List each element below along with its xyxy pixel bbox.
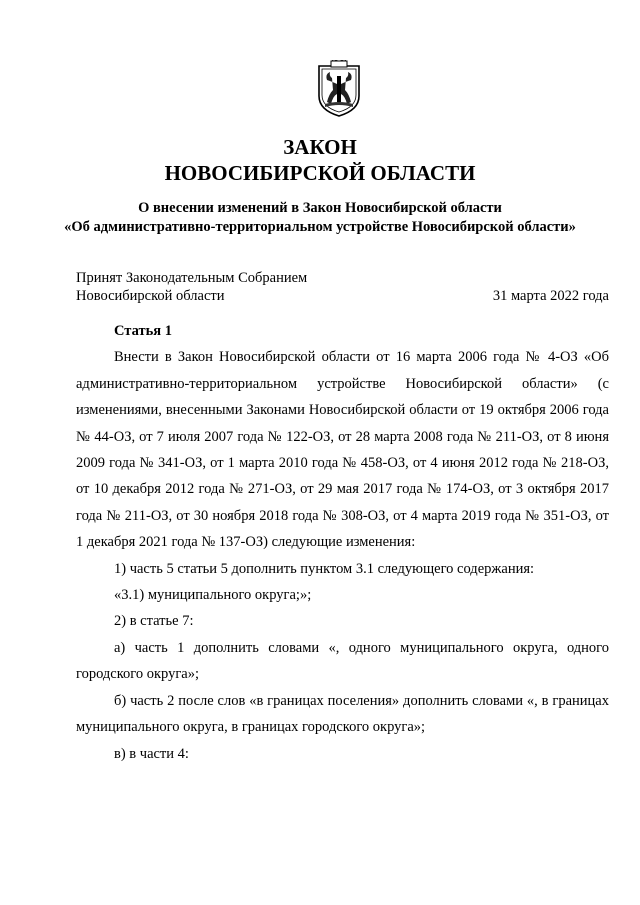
- item-2c: в) в части 4:: [114, 745, 189, 762]
- law-subject-line2: «Об административно-территориальном устройстве Новосибирской области»: [64, 219, 576, 235]
- law-title: ЗАКОН: [283, 135, 357, 159]
- article-heading: Статья 1: [114, 323, 172, 339]
- item-1: 1) часть 5 статьи 5 дополнить пунктом 3.1 следующего содержания:: [114, 560, 535, 577]
- item-2a: а) часть 1 дополнить словами «, одного муниципального округа, одного городского округа»;: [76, 639, 609, 683]
- adoption-date: 31 марта 2022 года: [492, 287, 609, 304]
- item-2: 2) в статье 7:: [114, 613, 194, 630]
- adoption-block: [76, 270, 609, 305]
- adoption-line2: Новосибирской области: [76, 287, 225, 304]
- item-1-quote: «3.1) муниципального округа;»;: [114, 587, 312, 604]
- article-intro-paragraph: Внести в Закон Новосибирской области от 16 марта 2006 года № 4-ОЗ «Об административно-территориальном устройстве Новосибирской области» (с изменениями, внесенными Законами Новосибирской области от 19 октября 2006 года № 44-ОЗ, от 7 июля 2007 года № 122-ОЗ, от 28 марта 2008 года № 211-ОЗ, от 8 июня 2009 года № 341-ОЗ, от 1 марта 2010 года № 458-ОЗ, от 4 июня 2012 года № 218-ОЗ, от 10 декабря 2012 года № 271-ОЗ, от 29 мая 2017 года № 174-ОЗ, от 3 октября 2017 года № 211-ОЗ, от 30 ноября 2018 года № 308-ОЗ, от 4 марта 2019 года № 351-ОЗ, от 1 декабря 2021 года № 137-ОЗ) следующие изменения:: [76, 349, 609, 551]
- law-subject-line1: О внесении изменений в Закон Новосибирской области: [138, 200, 502, 216]
- item-2b: б) часть 2 после слов «в границах поселения» дополнить словами «, в границах муниципального округа, в границах городского округа»;: [76, 692, 609, 736]
- coat-of-arms-icon: [315, 60, 363, 118]
- article-body: [76, 318, 609, 767]
- law-region-title: НОВОСИБИРСКОЙ ОБЛАСТИ: [164, 161, 476, 185]
- adoption-line1: Принят Законодательным Собранием: [76, 270, 308, 286]
